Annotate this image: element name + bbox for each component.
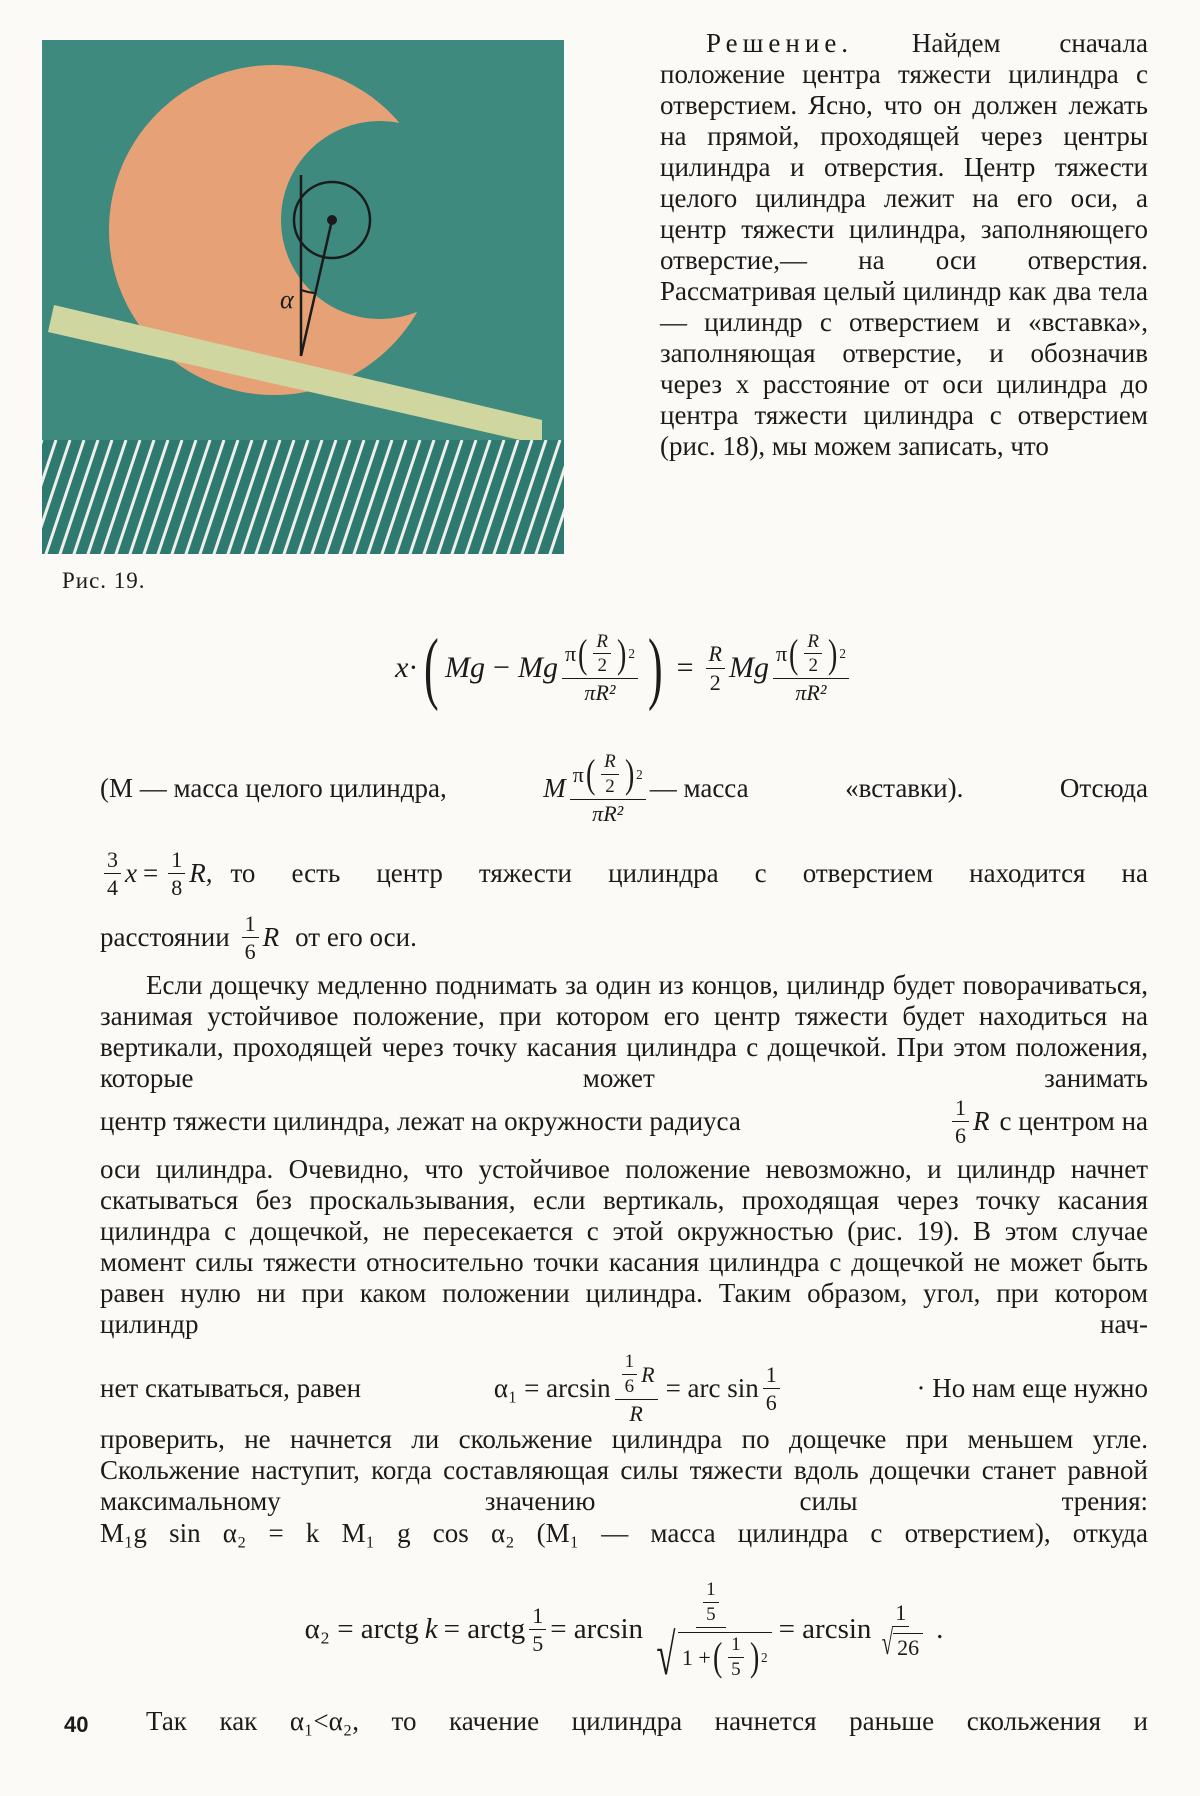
fraction-1-6-b: $\frac{1}{6}$ — [952, 1096, 969, 1147]
eq1-minus: − — [493, 651, 510, 684]
mass-definition-pre: (M — масса целого цилиндра, — [100, 772, 447, 803]
fraction-1-5: $\frac{1}{5}$ — [529, 1604, 546, 1655]
distance-pre: расстоянии — [100, 922, 230, 953]
eq1-pi: π — [564, 641, 577, 667]
mass-definition-post: — масса — [649, 772, 749, 803]
page-number: 40 — [64, 1712, 89, 1737]
eq1-lparen: ( — [424, 624, 440, 712]
fraction-1-8: $\frac{1}{8}$ — [168, 848, 185, 899]
result-x: x — [125, 858, 137, 889]
figure-caption: Рис. 19. — [62, 568, 146, 593]
fraction-1-6-c: $\frac{1}{6}$ — [763, 1363, 780, 1414]
eq1-denominator: πR² — [584, 680, 616, 706]
mass-definition-line — [100, 752, 1148, 825]
eq1-Mg1: Mg — [445, 651, 486, 684]
alpha1-post: · Но нам еще нужно — [916, 1372, 1148, 1403]
ground-hatching — [42, 440, 564, 554]
figure-19-illustration — [42, 40, 564, 554]
friction-equation-line: M₁g sin α₂ = k M₁ g cos α₂ (M₁ — масса цилиндра с отверстием), откуда — [100, 1518, 1148, 1548]
result-x-text: то есть центр тяжести цилиндра с отверстием находится на — [230, 858, 1148, 889]
solution-heading: Решение. — [706, 28, 854, 58]
eq1-Mg2: Mg — [517, 651, 558, 684]
distance-post: от его оси. — [295, 922, 417, 953]
solution-paragraph — [660, 28, 1148, 462]
circle-radius-pre: центр тяжести цилиндра, лежат на окружности радиуса — [100, 1106, 741, 1137]
last-line: Так как α₁<α₂, то качение цилиндра начнется раньше скольжения и — [146, 1706, 1148, 1736]
eq1-x: x — [395, 651, 409, 684]
result-x-line: $\frac{3}{4}$ x = $\frac{1}{8}$ R, то есть центр тяжести цилиндра с отверстием находится на — [100, 848, 1148, 899]
eq1-Mg3: Mg — [728, 651, 769, 684]
eq1-fraction-left: π ( $\frac{R}{2}$ ) 2 πR² — [562, 632, 638, 705]
alpha1-pre: нет скатываться, равен — [100, 1372, 362, 1403]
fraction-1-sqrt26: 1 √ 26 — [875, 1601, 926, 1659]
paragraph-3: оси цилиндра. Очевидно, что устойчивое положение невозможно, и цилиндр начнет скатываться без проскальзывания, если вертикаль, проходящая через точку касания цилиндра с дощечкой, не пересекается с этой окружностью (рис. 19). В этом случае момент силы тяжести относительно точки касания цилиндра с дощечкой не может быть равен нулю ни при каком положении цилиндра. Таким образом, угол, при котором цилиндр нач- — [100, 1154, 1148, 1339]
cylinder-hole — [281, 121, 479, 319]
mass-definition-insert: «вставки). — [845, 772, 964, 803]
equation-2: α₂ = arctg k = arctg $\frac{1}{5}$ = arcsin $\frac{1}{5}$ √ 1 + ( $\frac{1}{5}$ ) 2 = arcsin 1 √ 26 . — [304, 1579, 944, 1687]
eq1-rparen: ) — [647, 624, 663, 712]
alpha1-arcsin: α₁ = arcsin — [493, 1372, 611, 1403]
paragraph-4: проверить, не начнется ли скольжение цилиндра по дощечке при меньшем угле. Скольжение наступит, когда составляющая силы тяжести вдоль дощечки станет равной максимальному значению силы трения: — [100, 1424, 1148, 1516]
mass-M: M — [543, 772, 566, 803]
eq2-sqrt: √ 1 + ( $\frac{1}{5}$ ) 2 — [650, 1630, 772, 1680]
alpha-label: α — [280, 285, 294, 314]
fraction-1-6-a: $\frac{1}{6}$ — [242, 912, 259, 963]
eq1-fraction-right: π ( $\frac{R}{2}$ ) 2 πR² — [773, 632, 849, 705]
alpha1-fraction: $\frac{1}{6}$ R R — [615, 1352, 658, 1425]
fraction-3-4: $\frac{3}{4}$ — [104, 848, 121, 899]
eq2-big-fraction: $\frac{1}{5}$ √ 1 + ( $\frac{1}{5}$ ) 2 — [647, 1580, 775, 1680]
mass-definition-hence: Отсюда — [1059, 772, 1148, 803]
insert-mass-fraction: π ( $\frac{R}{2}$ ) 2 πR² — [570, 752, 646, 825]
eq1-R-over-2: $\frac{R}{2}$ — [593, 632, 611, 677]
circle-radius-line: центр тяжести цилиндра, лежат на окружности радиуса $\frac{1}{6}$ R с центром на — [100, 1095, 1148, 1149]
distance-line: расстоянии $\frac{1}{6}$ R от его оси. — [100, 911, 417, 965]
result-R: R, — [189, 858, 213, 889]
equation-1 — [100, 624, 1148, 712]
eq1-equals: = — [676, 651, 694, 684]
alpha1-line: нет скатываться, равен α₁ = arcsin $\frac{1}{6}$ R R = arc sin $\frac{1}{6}$ · Но нам еще нужно — [100, 1351, 1148, 1426]
circle-radius-post: с центром на — [999, 1106, 1148, 1137]
eq1-R-half: $\frac{R}{2}$ — [706, 642, 725, 693]
figure-19 — [42, 40, 564, 554]
paragraph-2: Если дощечку медленно поднимать за один из концов, цилиндр будет поворачиваться, занимая устойчивое положение, при котором его центр тяжести будет находиться на вертикали, проходящей через точку касания цилиндра с дощечкой. При этом положения, которые может занимать — [100, 970, 1148, 1093]
eq1-dot: · — [408, 651, 419, 684]
solution-text: Найдем сначала положение центра тяжести цилиндра с отверстием. Ясно, что он должен лежать на прямой, проходящей через центры цилиндра и отверстия. Центр тяжести целого цилиндра лежит на его оси, а центр тяжести цилиндра, заполняющего отверстие,— на оси отверстия. Рассматривая целый цилиндр как два тела — цилиндр с отверстием и «вставка», заполняющая отверстие, и обозначив через x расстояние от оси цилиндра до центра тяжести цилиндра с отверстием (рис. 18), мы можем записать, что — [660, 28, 1148, 461]
